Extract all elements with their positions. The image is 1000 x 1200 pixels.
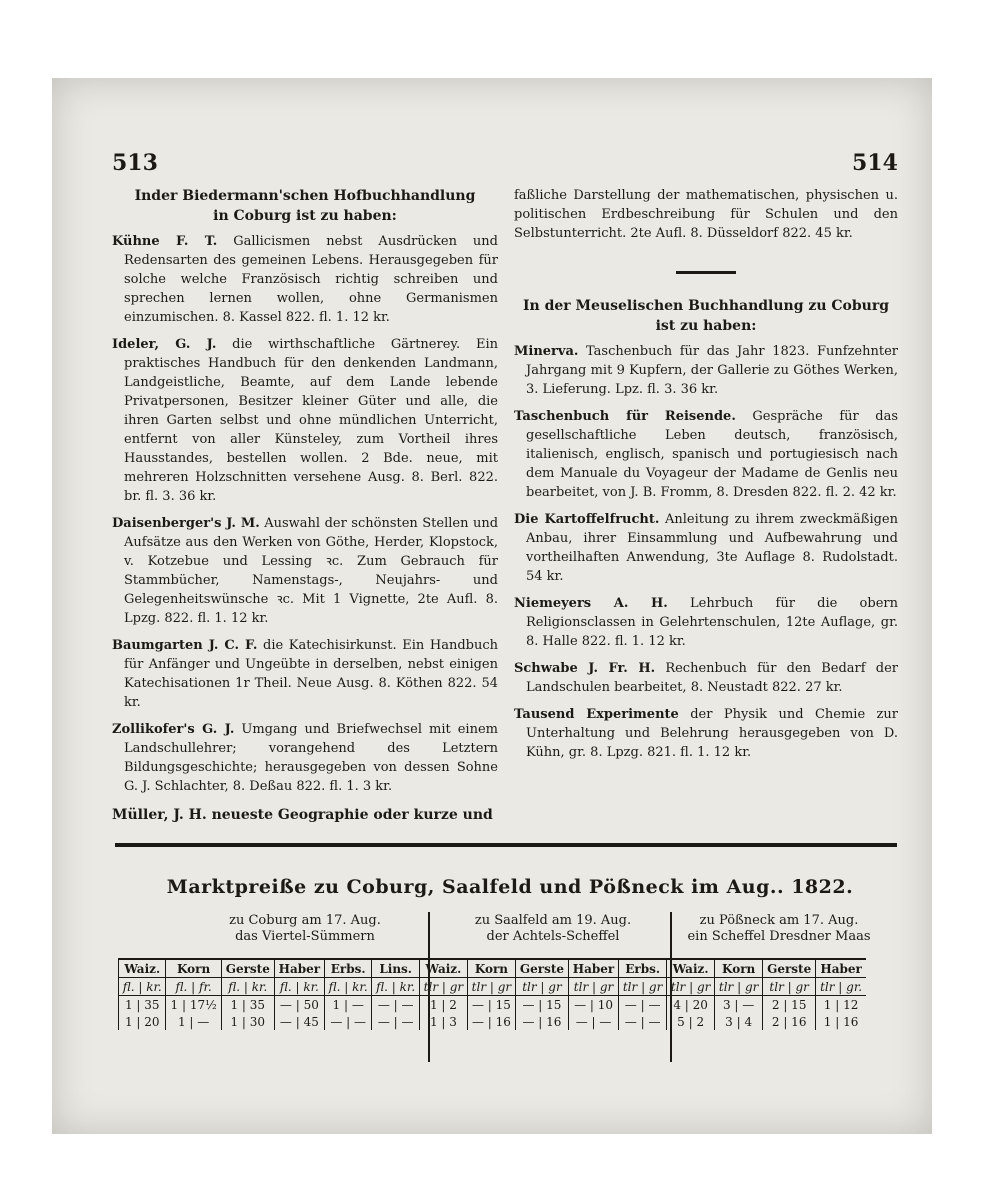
unit-cell: fl. | kr.: [324, 978, 371, 996]
unit-cell: tlr | gr: [515, 978, 568, 996]
unit-cell: tlr | gr: [667, 978, 715, 996]
column-header: Erbs.: [619, 959, 667, 978]
price-cell: 3 | 4: [715, 1013, 763, 1030]
price-cell: — | 16: [467, 1013, 515, 1030]
book-entry: [514, 705, 898, 762]
left-column: [112, 186, 498, 825]
column-header: Gerste: [763, 959, 816, 978]
entry-text: der Physik und Chemie zur Unterhaltung und Belehrung herausgegeben von D. Kühn, gr. 8. Lpzg. 821. fl. 1. 12 kr.: [526, 707, 898, 760]
unit-cell: tlr | gr: [715, 978, 763, 996]
price-cell: 1 | —: [324, 996, 371, 1014]
price-cell: — | 50: [274, 996, 324, 1014]
price-cell: — | —: [372, 1013, 419, 1030]
price-cell: 1 | 3: [419, 1013, 467, 1030]
entry-author: Taschenbuch für Reisende.: [514, 409, 736, 424]
entry-author: Niemeyers A. H.: [514, 596, 668, 611]
entry-author: Ideler, G. J.: [112, 337, 217, 352]
entry-author: Tausend Experimente: [514, 707, 679, 722]
biedermann-heading: [112, 186, 498, 226]
entry-text: die wirthschaftliche Gärtnerey. Ein praktisches Handbuch für den denkenden Landmann, Landgeistliche, Beamte, auf dem Lande lebende Privatpersonen, Besitzer kleiner Güter und alle, die ihren Garten selbst und ohne mündlichen Unterricht, entfernt von aller Künsteley, zum Vortheil ihres Hausstandes, bestellen wollen. 2 Bde. neue, mit mehreren Holzschnitten versehene Ausg. 8. Berl. 822. br. fl. 3. 36 kr.: [124, 337, 498, 504]
unit-cell: tlr | gr: [763, 978, 816, 996]
entry-text: Rechenbuch für den Bedarf der Landschulen bearbeitet, 8. Neustadt 822. 27 kr.: [526, 661, 898, 695]
table-header-row: [119, 959, 867, 978]
table-row: [119, 1013, 867, 1030]
entry-text: Anleitung zu ihrem zweckmäßigen Anbau, ihrer Einsammlung und Aufbewahrung und vortheilhaften Anwendung, 3te Auflage 8. Rudolstadt. 54 kr.: [526, 512, 898, 584]
column-header: Gerste: [515, 959, 568, 978]
price-cell: — | 45: [274, 1013, 324, 1030]
group-header-line: zu Coburg am 17. Aug.: [229, 913, 381, 928]
heading-line: Inder Biedermann'schen Hofbuchhandlung: [134, 188, 476, 204]
market-prices-title: Marktpreiße zu Coburg, Saalfeld und Pößneck im Aug.. 1822.: [166, 876, 854, 898]
book-entry: [514, 510, 898, 586]
group-header-line: das Viertel-Sümmern: [235, 929, 375, 944]
price-cell: — | 16: [515, 1013, 568, 1030]
price-cell: 1 | 20: [119, 1013, 166, 1030]
price-cell: 1 | 17½: [166, 996, 221, 1014]
group-header-line: zu Saalfeld am 19. Aug.: [474, 913, 632, 928]
table-units-row: [119, 978, 867, 996]
column-header: Korn: [467, 959, 515, 978]
price-cell: 5 | 2: [667, 1013, 715, 1030]
entry-text: Gallicismen nebst Ausdrücken und Redensarten des gemeinen Lebens. Herausgegeben für solche welche Französisch richtig schreiben und sprechen lernen wollen, ohne Germanismen einzumischen. 8. Kassel 822. fl. 1. 12 kr.: [124, 234, 498, 325]
table-row: [119, 996, 867, 1014]
entry-author: Zollikofer's G. J.: [112, 722, 235, 737]
muller-entry-continuation: faßliche Darstellung der mathematischen, physischen u. politischen Erdbeschreibung für Schulen und den Selbstunterricht. 2te Aufl. 8. Düsseldorf 822. 45 kr.: [514, 188, 898, 241]
price-cell: — | 10: [568, 996, 618, 1014]
entry-text: Gespräche für das gesellschaftliche Leben deutsch, französisch, italienisch, englisch, spanisch und portugiesisch nach dem Manuale du Voyageur der Madame de Genlis neu bearbeitet, von J. B. Fromm, 8. Dresden 822. fl. 2. 42 kr.: [526, 409, 898, 500]
book-entry: [112, 335, 498, 506]
price-cell: 1 | 30: [221, 1013, 274, 1030]
price-cell: — | —: [619, 996, 667, 1014]
book-entry: [514, 342, 898, 399]
unit-cell: tlr | gr: [467, 978, 515, 996]
group-header-saalfeld: [436, 913, 670, 945]
column-header: Gerste: [221, 959, 274, 978]
price-cell: 1 | 16: [816, 1013, 866, 1030]
price-cell: — | —: [324, 1013, 371, 1030]
right-column: [514, 186, 898, 770]
group-header-coburg: [180, 913, 430, 945]
group-header-line: zu Pößneck am 17. Aug.: [699, 913, 859, 928]
section-divider: [676, 271, 736, 274]
heading-line: ist zu haben:: [655, 318, 757, 334]
entry-author: Schwabe J. Fr. H.: [514, 661, 656, 676]
heading-line: In der Meuselischen Buchhandlung zu Coburg: [523, 298, 889, 314]
unit-cell: tlr | gr: [568, 978, 618, 996]
price-cell: 4 | 20: [667, 996, 715, 1014]
price-cell: 3 | —: [715, 996, 763, 1014]
page-number-right: 514: [852, 150, 898, 176]
column-header: Erbs.: [324, 959, 371, 978]
price-cell: 1 | 35: [119, 996, 166, 1014]
group-header-poessneck: [672, 913, 886, 945]
column-header: Lins.: [372, 959, 419, 978]
column-header: Haber: [274, 959, 324, 978]
column-header: Haber: [816, 959, 866, 978]
unit-cell: tlr | gr: [419, 978, 467, 996]
heading-line: in Coburg ist zu haben:: [213, 208, 397, 224]
column-header: Haber: [568, 959, 618, 978]
unit-cell: fl. | kr.: [221, 978, 274, 996]
unit-cell: tlr | gr.: [816, 978, 866, 996]
unit-cell: fl. | kr.: [372, 978, 419, 996]
book-entry: [514, 407, 898, 502]
price-cell: — | 15: [515, 996, 568, 1014]
unit-cell: fl. | kr.: [119, 978, 166, 996]
price-cell: 2 | 15: [763, 996, 816, 1014]
price-cell: 1 | 35: [221, 996, 274, 1014]
group-header-line: ein Scheffel Dresdner Maas: [687, 929, 871, 944]
entry-author: Baumgarten J. C. F.: [112, 638, 258, 653]
entry-text: Lehrbuch für die obern Religionsclassen in Gelehrtenschulen, 12te Auflage, gr. 8. Halle 822. fl. 1. 12 kr.: [526, 596, 898, 649]
column-header: Korn: [715, 959, 763, 978]
price-cell: 1 | 12: [816, 996, 866, 1014]
price-cell: 1 | —: [166, 1013, 221, 1030]
entry-author: Kühne F. T.: [112, 234, 218, 249]
column-header: Korn: [166, 959, 221, 978]
price-cell: — | —: [568, 1013, 618, 1030]
horizontal-rule: [115, 843, 897, 847]
book-entry: [514, 594, 898, 651]
book-entry: [112, 232, 498, 327]
entry-text: die Katechisirkunst. Ein Handbuch für Anfänger und Ungeübte in derselben, nebst einigen Katechisationen 1r Theil. Neue Ausg. 8. Köthen 822. 54 kr.: [124, 638, 498, 710]
market-prices-table: [118, 958, 866, 1030]
price-cell: — | 15: [467, 996, 515, 1014]
muller-entry-start: Müller, J. H. neueste Geographie oder kurze und: [112, 807, 493, 823]
book-entry: [112, 636, 498, 712]
book-entry: [112, 514, 498, 628]
entry-text: Auswahl der schönsten Stellen und Aufsätze aus den Werken von Göthe, Herder, Klopstock, v. Kotzebue und Lessing ꝛc. Zum Gebrauch für Stammbücher, Namenstags-, Neujahrs- und Gelegenheitswünsche ꝛc. Mit 1 Vignette, 2te Aufl. 8. Lpzg. 822. fl. 1. 12 kr.: [124, 516, 499, 626]
meusel-heading: [514, 296, 898, 336]
price-cell: — | —: [372, 996, 419, 1014]
column-header: Waiz.: [119, 959, 166, 978]
page-number-left: 513: [112, 150, 158, 176]
price-cell: 2 | 16: [763, 1013, 816, 1030]
column-header: Waiz.: [667, 959, 715, 978]
unit-cell: fl. | kr.: [274, 978, 324, 996]
column-header: Waiz.: [419, 959, 467, 978]
group-header-line: der Achtels-Scheffel: [486, 929, 620, 944]
entry-text: Taschenbuch für das Jahr 1823. Funfzehnter Jahrgang mit 9 Kupfern, der Gallerie zu Göthes Werken, 3. Lieferung. Lpz. fl. 3. 36 kr.: [526, 344, 898, 397]
book-entry: [112, 720, 498, 796]
price-cell: 1 | 2: [419, 996, 467, 1014]
entry-text: Umgang und Briefwechsel mit einem Landschullehrer; vorangehend des Letztern Bildungsgeschichte; herausgegeben von dessen Sohne G. J. Schlachter, 8. Deßau 822. fl. 1. 3 kr.: [124, 722, 498, 794]
price-cell: — | —: [619, 1013, 667, 1030]
book-entry: [514, 659, 898, 697]
entry-author: Die Kartoffelfrucht.: [514, 512, 660, 527]
unit-cell: tlr | gr: [619, 978, 667, 996]
entry-author: Daisenberger's J. M.: [112, 516, 260, 531]
unit-cell: fl. | fr.: [166, 978, 221, 996]
entry-author: Minerva.: [514, 344, 579, 359]
